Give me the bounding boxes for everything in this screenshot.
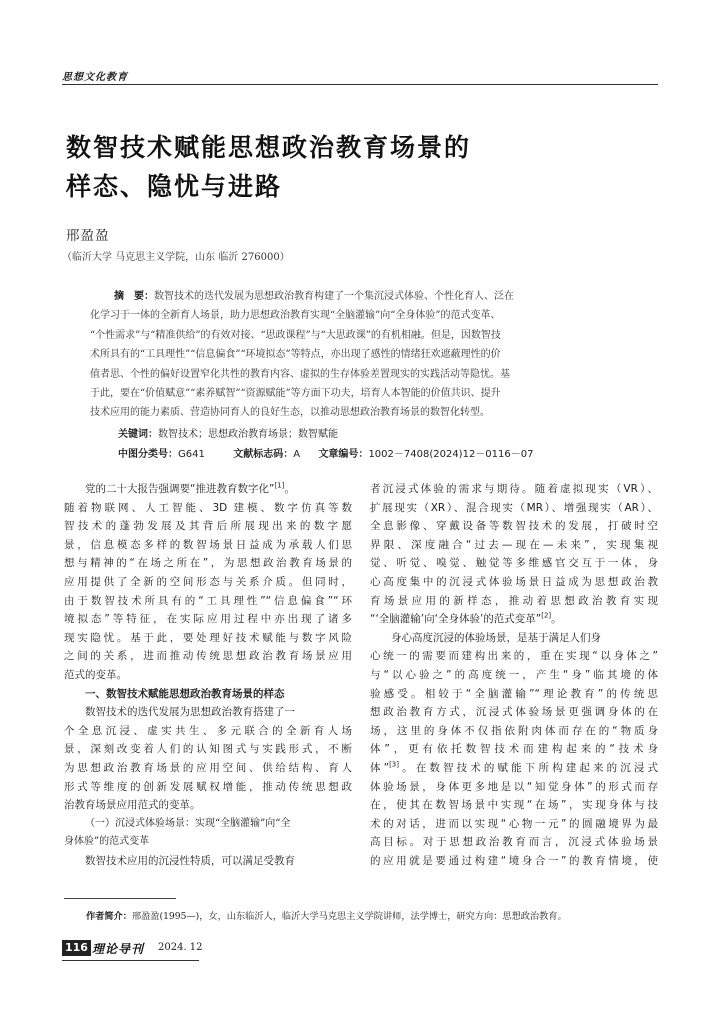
keywords [118, 425, 338, 440]
body-column-right [370, 480, 658, 870]
body-line: “‘全脑灌输’向‘全身体验’的范式变革”[2]。 [370, 611, 562, 626]
body-line: 为思想政治教育场景的应用空间、供给结构、育人 [64, 761, 352, 774]
body-line: 者沉浸式体验的需求与期待。随着虚拟现实（VR）、 [370, 483, 658, 495]
body-line: 验感受。相较于“全脑灌输”“理论教育”的传统思 [370, 687, 658, 700]
abstract-line: 术所具有的“工具理性”“信息偏食”“环境拟态”等特点，亦出现了感性的情绪狂欢遮蔽理性的价 [90, 349, 501, 361]
journal-name: 理论导刊 [92, 942, 145, 956]
doc-code-value: A [293, 449, 301, 460]
body-line: 心统一的需要而建构出来的，重在实现“以身体之” [370, 650, 658, 663]
clc-value: G641 [178, 449, 205, 460]
body-line [64, 480, 352, 499]
citation-marker: [3] [389, 760, 399, 769]
subsection-heading: 身体验”的范式变革 [64, 836, 150, 848]
body-line: 由于数智技术所具有的“工具理性”“信息偏食”“环 [64, 594, 352, 607]
body-line: 形式等维度的创新发展赋权增能，推动传统思想政 [64, 780, 352, 793]
abstract-line: 化学习于一体的全新育人场景，助力思想政治教育实现“全脑灌输”向“全身体验”的范式变革、 [90, 310, 501, 322]
body-line: 全息影像、穿戴设备等数智技术的发展，打破时空 [370, 520, 658, 533]
body-line: 扩展现实（XR）、混合现实（MR）、增强现实（AR）、 [370, 501, 658, 514]
footnote-text: 邢盈盈(1995—)，女，山东临沂人，临沂大学马克思主义学院讲师，法学博士，研究方向：思想政治教育。 [131, 911, 567, 922]
author-affiliation: （临沂大学 马克思主义学院，山东 临沂 276000） [62, 252, 290, 263]
body-line: 体”，更有依托数智技术而建构起来的“技术身 [370, 743, 658, 756]
body-line: 身心高度沉浸的体验场景，是基于满足人们身 [391, 631, 601, 644]
body-line: 界限、深度融合“过去—现在—未来”，实现集视 [370, 538, 658, 551]
article-title [66, 128, 626, 206]
header-rule [62, 84, 658, 85]
body-line: 范式的变革。 [64, 668, 127, 681]
abstract-line: 于此，要在“价值赋意”“素养赋智”“资源赋能”等方面下功夫，培育人本智能的价值共识、提升 [90, 387, 501, 399]
body-line: 的应用就是要通过构建“境身合一”的教育情境，使 [370, 854, 658, 867]
citation-marker: [1] [274, 481, 285, 490]
body-line: 育场景应用的新样态，推动着思想政治教育实现 [370, 594, 658, 607]
body-line: 觉、听觉、嗅觉、触觉等多维感官交互于一体，身 [370, 557, 658, 570]
doc-code-label: 文献标志码： [233, 449, 294, 460]
journal-issue: 2024. 12 [158, 942, 203, 953]
body-line: 数智技术应用的沉浸性特质，可以满足受教育 [85, 854, 295, 867]
abstract-text: 数智技术的迭代发展为思想政治教育构建了一个集沉浸式体验、个性化育人、泛在 [154, 291, 514, 302]
abstract [90, 287, 630, 423]
article-author: 邢盈盈 [66, 228, 110, 244]
body-line: 智技术的蓬勃发展及其背后所展现出来的数字愿 [64, 520, 352, 533]
abstract-line: 值者思、个性的偏好设置窄化共性的教育内容、虚拟的生存体验差置现实的实践活动等隐忧。基 [90, 368, 510, 380]
body-line-text: 党的二十大报告强调要“推进教育数字化”[1]。 [85, 481, 295, 495]
body-line: 体”[3]。在数智技术的赋能下所构建起来的沉浸式 [370, 760, 658, 774]
article-number-value: 1002－7408(2024)12－0116－07 [368, 449, 534, 460]
body-line: 高目标。对于思想政治教育而言，沉浸式体验场景 [370, 836, 658, 849]
body-line: 心高度集中的沉浸式体验场景日益成为思想政治教 [370, 575, 658, 588]
body-line: 数智技术的迭代发展为思想政治教育搭建了一 [85, 706, 295, 719]
abstract-label: 摘 要： [114, 291, 154, 302]
article-title-line: 样态、隐忧与进路 [66, 172, 283, 201]
body-line: 景，深刻改变着人们的认知图式与实践形式，不断 [64, 743, 352, 756]
classification-line [118, 445, 534, 460]
body-line: 治教育场景应用范式的变革。 [64, 799, 201, 812]
footnote-label: 作者简介： [86, 911, 132, 922]
footer-rule [62, 960, 199, 961]
clc-label: 中图分类号： [118, 449, 178, 460]
subsection-heading: （一）沉浸式体验场景：实现“全脑灌输”向“全 [85, 817, 291, 829]
body-line: 境拟态”等特征，在实际应用过程中亦出现了诸多 [64, 613, 352, 626]
body-line: 体验场景，身体更多地是以“知觉身体”的形式而存 [370, 780, 658, 793]
page-number: 116 [62, 940, 91, 956]
article-number-label: 文章编号： [318, 449, 369, 460]
abstract-line: 技术应用的能力素质、营造协同育人的良好生态，以推动思想政治教育场景的数智化转型。 [90, 407, 490, 419]
footnote-rule [64, 898, 176, 899]
body-column-left [64, 480, 352, 870]
body-line: 想政治教育方式，沉浸式体验场景更强调身体的在 [370, 706, 658, 719]
abstract-line: “个性需求”与“精准供给”的有效对接、“思政课程”与“大思政课”的有机相融。但是，因数智技 [90, 329, 501, 341]
body-line: 场，这里的身体不仅指依附肉体而存在的“物质身 [370, 724, 658, 737]
body-line: 之间的关系，进而推动传统思想政治教育场景应用 [64, 650, 352, 663]
abstract-line [90, 287, 630, 306]
keywords-label: 关键词： [118, 429, 158, 440]
body-line: 术的对话，进而以实现“心物一元”的圆融境界为最 [370, 817, 658, 830]
body-line: 现实隐忧。基于此，要处理好技术赋能与数字风险 [64, 631, 352, 644]
citation-marker: [2] [541, 611, 552, 620]
body-line: 想与精神的“在场之所在”，为思想政治教育场景的 [64, 557, 352, 570]
article-title-line: 数智技术赋能思想政治教育场景的 [66, 133, 472, 162]
body-line: 应用提供了全新的空间形态与关系介质。但同时， [64, 575, 352, 588]
body-line: 个全息沉浸、虚实共生、多元联合的全新育人场 [64, 724, 352, 737]
author-bio-footnote [86, 908, 567, 922]
keywords-value: 数智技术；思想政治教育场景；数智赋能 [158, 429, 338, 440]
body-line: 在，使其在数智场景中实现“在场”，实现身体与技 [370, 799, 658, 812]
body-line: 与“以心验之”的高度统一，产生“身”临其境的体 [370, 668, 658, 681]
section-heading: 一、数智技术赋能思想政治教育场景的样态 [85, 687, 285, 700]
body-line: 景，信息模态多样的数智场景日益成为承载人们思 [64, 538, 352, 551]
journal-section-header: 思想文化教育 [62, 72, 128, 83]
body-line: 随着物联网、人工智能、3D 建模、数字仿真等数 [64, 501, 352, 514]
